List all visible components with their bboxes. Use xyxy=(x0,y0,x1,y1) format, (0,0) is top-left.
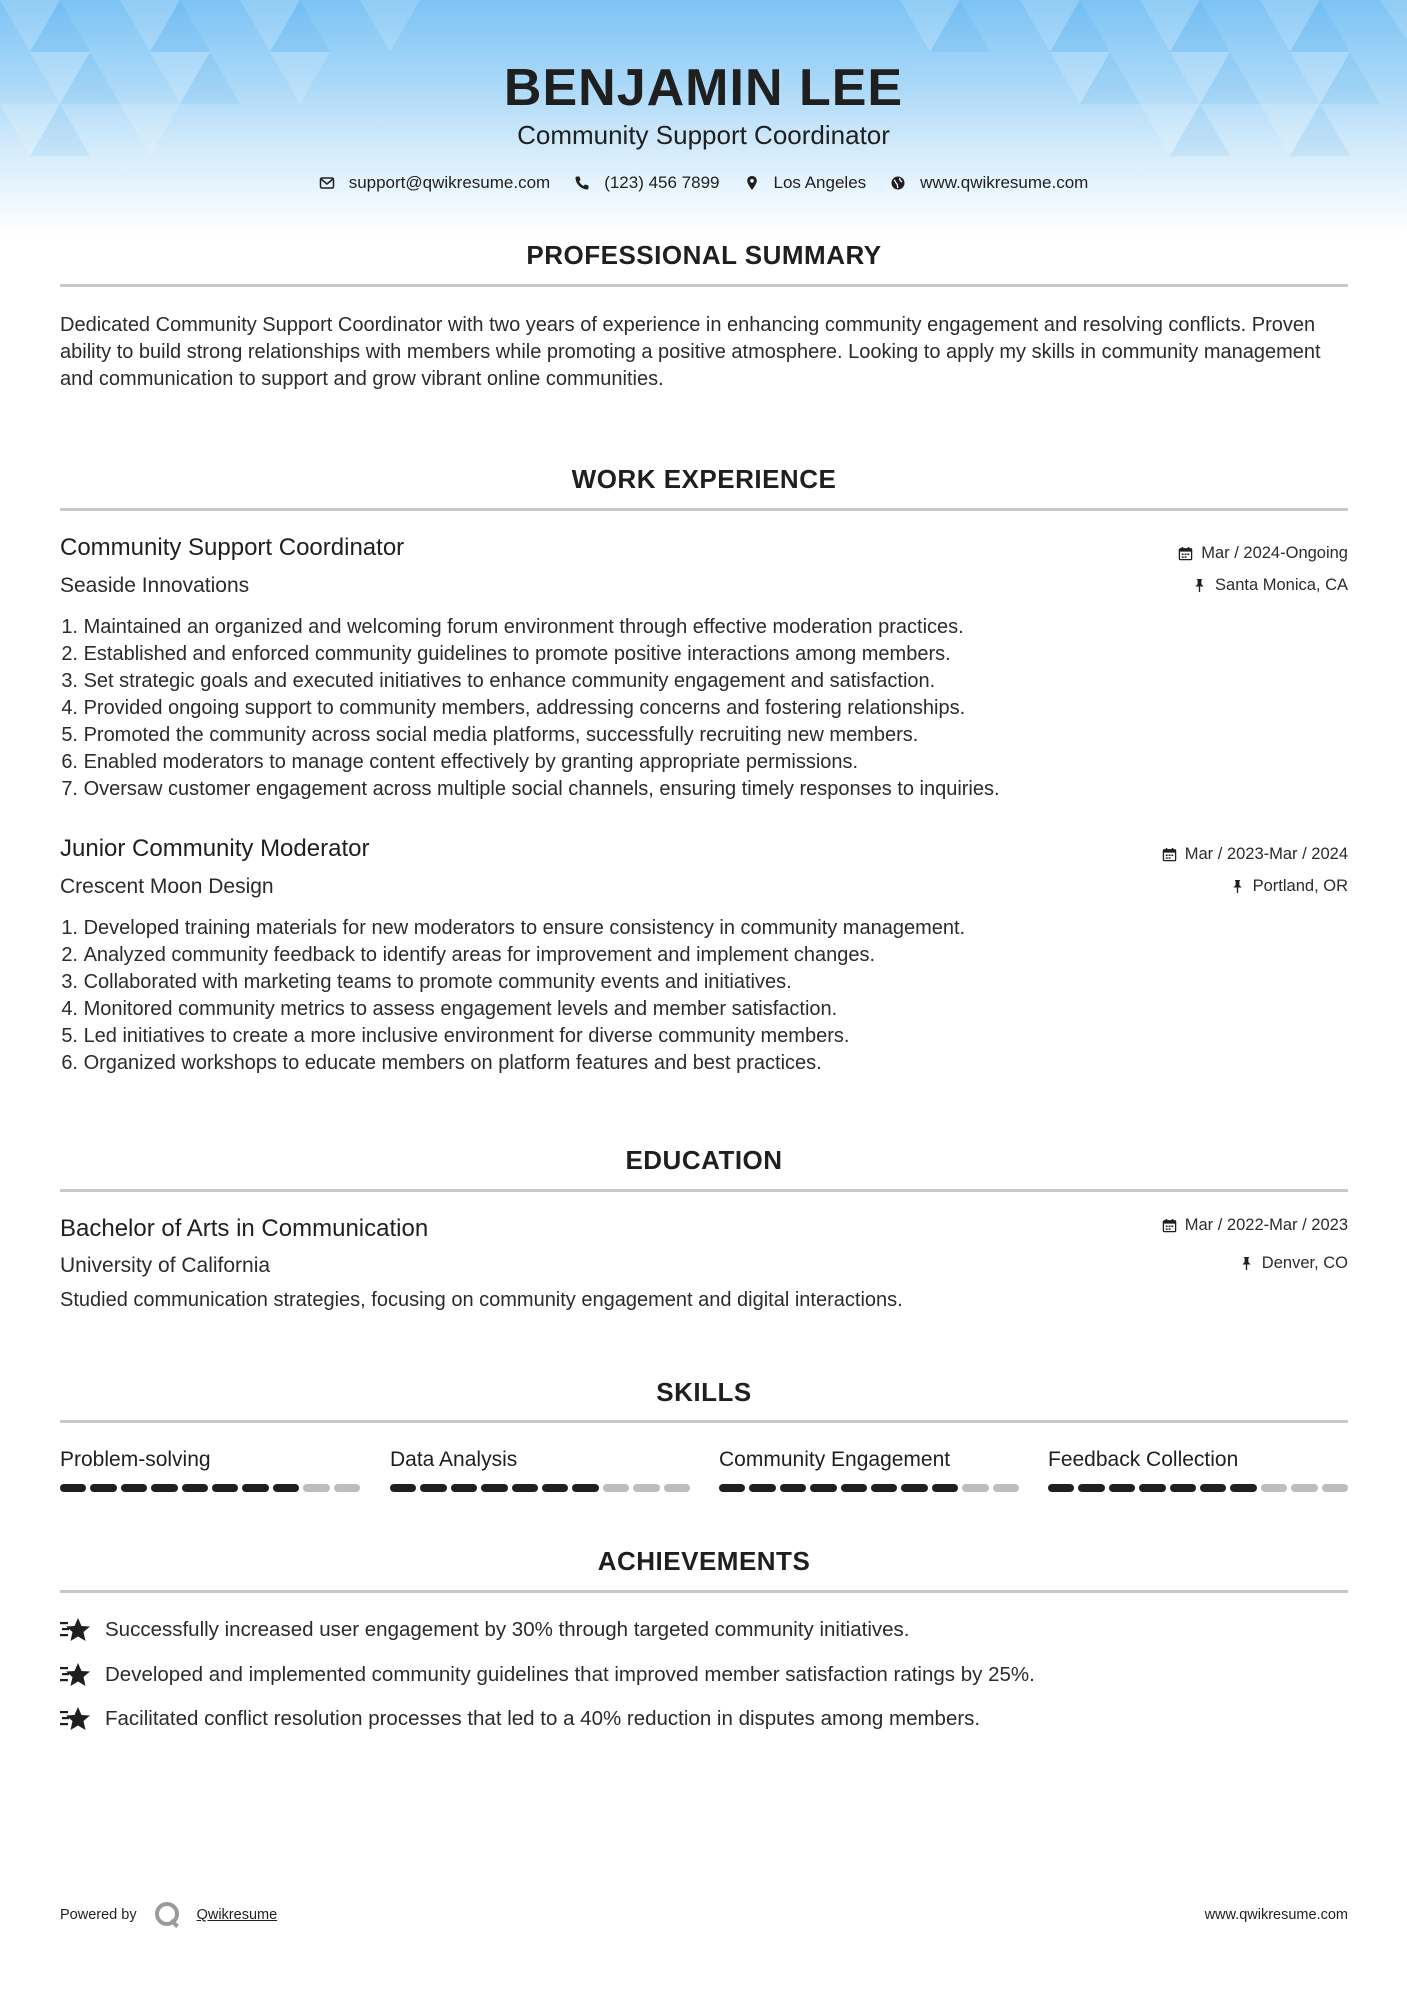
achievements-divider xyxy=(60,1590,1348,1593)
location-text: Los Angeles xyxy=(773,173,867,192)
skill-segment-filled xyxy=(1170,1484,1196,1492)
calendar-icon xyxy=(1162,1218,1177,1233)
skills-heading: SKILLS xyxy=(656,1377,752,1407)
education-divider xyxy=(60,1189,1348,1192)
pushpin-icon xyxy=(1192,578,1207,593)
skill-segment-filled xyxy=(121,1484,147,1492)
list-item: 4. Monitored community metrics to assess engagement levels and member satisfaction. xyxy=(61,998,838,1020)
skill-segment-filled xyxy=(719,1484,745,1492)
achievement-item xyxy=(60,1705,980,1733)
skill-segment-filled xyxy=(542,1484,568,1492)
achievement-item xyxy=(60,1616,910,1644)
summary-divider xyxy=(60,284,1348,287)
skill-segment-empty xyxy=(334,1484,360,1492)
skill-segment-empty xyxy=(633,1484,659,1492)
skill-item xyxy=(390,1448,690,1492)
skill-segment-filled xyxy=(1139,1484,1165,1492)
skill-segment-empty xyxy=(1261,1484,1287,1492)
envelope-icon xyxy=(319,175,335,191)
skill-item xyxy=(60,1448,360,1492)
job-company: Seaside Innovations xyxy=(60,574,250,597)
list-item: 3. Set strategic goals and executed initiatives to enhance community engagement and satisfaction. xyxy=(61,670,936,692)
job-title: Junior Community Moderator xyxy=(60,835,370,862)
skill-segment-filled xyxy=(151,1484,177,1492)
star-icon xyxy=(60,1661,92,1689)
list-item: 4. Provided ongoing support to community members, addressing concerns and fostering relationships. xyxy=(61,697,966,719)
skill-segment-filled xyxy=(1230,1484,1256,1492)
skill-item xyxy=(1048,1448,1348,1492)
list-item: 2. Established and enforced community guidelines to promote positive interactions among members. xyxy=(61,643,951,665)
skill-segment-empty xyxy=(603,1484,629,1492)
contact-email[interactable] xyxy=(319,173,551,193)
list-item: 2. Analyzed community feedback to identify areas for improvement and implement changes. xyxy=(61,944,876,966)
achievement-text: Developed and implemented community guidelines that improved member satisfaction ratings by 25%. xyxy=(105,1663,1035,1686)
job-company: Crescent Moon Design xyxy=(60,875,274,898)
job-title: Community Support Coordinator xyxy=(60,534,405,561)
skill-segment-filled xyxy=(749,1484,775,1492)
skill-segment-filled xyxy=(1200,1484,1226,1492)
skill-segment-filled xyxy=(1078,1484,1104,1492)
skill-segment-empty xyxy=(962,1484,988,1492)
skill-segment-filled xyxy=(390,1484,416,1492)
skill-segment-filled xyxy=(810,1484,836,1492)
footer-website[interactable]: www.qwikresume.com xyxy=(1204,1907,1348,1923)
list-item: 3. Collaborated with marketing teams to promote community events and initiatives. xyxy=(61,971,792,993)
job-location-text: Portland, OR xyxy=(1252,877,1348,895)
skill-segment-empty xyxy=(1291,1484,1317,1492)
contact-phone[interactable] xyxy=(574,173,719,193)
skill-item xyxy=(719,1448,1019,1492)
job-dates xyxy=(1178,544,1348,563)
job-bullets xyxy=(60,614,1348,803)
skill-segment-filled xyxy=(242,1484,268,1492)
school-name: University of California xyxy=(60,1254,271,1277)
skill-segment-filled xyxy=(420,1484,446,1492)
skill-segment-filled xyxy=(481,1484,507,1492)
list-item: 5. Led initiatives to create a more inclusive environment for diverse community members. xyxy=(61,1025,850,1047)
powered-by-label: Powered by xyxy=(60,1907,137,1923)
experience-heading: WORK EXPERIENCE xyxy=(571,464,837,494)
skill-level-bar xyxy=(390,1484,690,1492)
list-item: 6. Enabled moderators to manage content effectively by granting appropriate permissions. xyxy=(61,751,859,773)
skill-name: Data Analysis xyxy=(390,1448,518,1471)
achievements-heading: ACHIEVEMENTS xyxy=(597,1546,811,1576)
calendar-icon xyxy=(1178,546,1193,561)
education-location-text: Denver, CO xyxy=(1261,1254,1348,1272)
skill-segment-filled xyxy=(1048,1484,1074,1492)
contact-bar xyxy=(0,173,1407,193)
skill-segment-filled xyxy=(901,1484,927,1492)
degree-title: Bachelor of Arts in Communication xyxy=(60,1215,429,1242)
skill-level-bar xyxy=(1048,1484,1348,1492)
candidate-name: BENJAMIN LEE xyxy=(503,59,904,117)
skill-segment-filled xyxy=(512,1484,538,1492)
education-heading: EDUCATION xyxy=(625,1145,783,1175)
skill-name: Community Engagement xyxy=(719,1448,951,1471)
list-item: 1. Developed training materials for new moderators to ensure consistency in community management. xyxy=(61,917,966,939)
skill-level-bar xyxy=(60,1484,360,1492)
education-location xyxy=(1239,1254,1348,1273)
star-icon xyxy=(60,1616,92,1644)
list-item: 6. Organized workshops to educate members on platform features and best practices. xyxy=(61,1052,822,1074)
skill-segment-empty xyxy=(993,1484,1019,1492)
website-text: www.qwikresume.com xyxy=(920,173,1089,192)
list-item: 5. Promoted the community across social media platforms, successfully recruiting new members. xyxy=(61,724,919,746)
contact-location xyxy=(744,173,867,193)
job-bullets xyxy=(60,915,1348,1077)
skill-segment-filled xyxy=(60,1484,86,1492)
achievement-item xyxy=(60,1661,1035,1689)
candidate-title: Community Support Coordinator xyxy=(517,120,890,150)
education-dates-text: Mar / 2022-Mar / 2023 xyxy=(1184,1216,1348,1234)
skill-segment-empty xyxy=(664,1484,690,1492)
job-dates-text: Mar / 2024-Ongoing xyxy=(1201,544,1348,562)
list-item: 1. Maintained an organized and welcoming forum environment through effective moderation practices. xyxy=(61,616,964,638)
job-location-text: Santa Monica, CA xyxy=(1215,576,1348,594)
skill-name: Feedback Collection xyxy=(1048,1448,1239,1471)
email-text: support@qwikresume.com xyxy=(348,173,551,192)
job-location xyxy=(1230,877,1348,896)
phone-icon xyxy=(574,175,590,191)
skill-segment-filled xyxy=(572,1484,598,1492)
skill-segment-filled xyxy=(780,1484,806,1492)
footer-branding xyxy=(60,1900,277,1930)
skills-divider xyxy=(60,1420,1348,1423)
education-description: Studied communication strategies, focusing on community engagement and digital interactions. xyxy=(60,1289,903,1311)
skill-segment-filled xyxy=(451,1484,477,1492)
job-location xyxy=(1192,576,1348,595)
pushpin-icon xyxy=(1239,1256,1254,1271)
skill-segment-filled xyxy=(841,1484,867,1492)
skill-segment-filled xyxy=(182,1484,208,1492)
skill-segment-filled xyxy=(90,1484,116,1492)
calendar-icon xyxy=(1162,847,1177,862)
map-pin-icon xyxy=(744,175,760,191)
skill-segment-filled xyxy=(212,1484,238,1492)
qwikresume-link[interactable]: Qwikresume xyxy=(196,1907,278,1923)
summary-heading: PROFESSIONAL SUMMARY xyxy=(526,240,882,270)
job-dates-text: Mar / 2023-Mar / 2024 xyxy=(1184,845,1348,863)
skill-level-bar xyxy=(719,1484,1019,1492)
skill-name: Problem-solving xyxy=(60,1448,211,1471)
star-icon xyxy=(60,1705,92,1733)
achievement-text: Successfully increased user engagement by 30% through targeted community initiatives. xyxy=(105,1618,910,1641)
resume-header xyxy=(0,0,1407,235)
skill-segment-empty xyxy=(1322,1484,1348,1492)
globe-icon xyxy=(890,175,906,191)
list-item: 7. Oversaw customer engagement across multiple social channels, ensuring timely responses to inquiries. xyxy=(61,778,1000,800)
skill-segment-filled xyxy=(273,1484,299,1492)
skill-segment-filled xyxy=(932,1484,958,1492)
qwikresume-logo-icon xyxy=(153,1900,183,1930)
skill-segment-filled xyxy=(871,1484,897,1492)
phone-text: (123) 456 7899 xyxy=(604,173,720,192)
pushpin-icon xyxy=(1230,879,1245,894)
contact-website[interactable] xyxy=(890,173,1088,193)
job-dates xyxy=(1162,845,1348,864)
skill-segment-empty xyxy=(303,1484,329,1492)
experience-divider xyxy=(60,508,1348,511)
summary-text: Dedicated Community Support Coordinator with two years of experience in enhancing community engagement and resolving conflicts. Proven ability to build strong relationships with members while promoting a positive atmosphere. Looking to apply my skills in community management and communication to support and grow vibrant online communities. xyxy=(60,314,1321,390)
skill-segment-filled xyxy=(1109,1484,1135,1492)
education-dates xyxy=(1162,1216,1348,1235)
achievement-text: Facilitated conflict resolution processes that led to a 40% reduction in disputes among members. xyxy=(105,1707,981,1730)
